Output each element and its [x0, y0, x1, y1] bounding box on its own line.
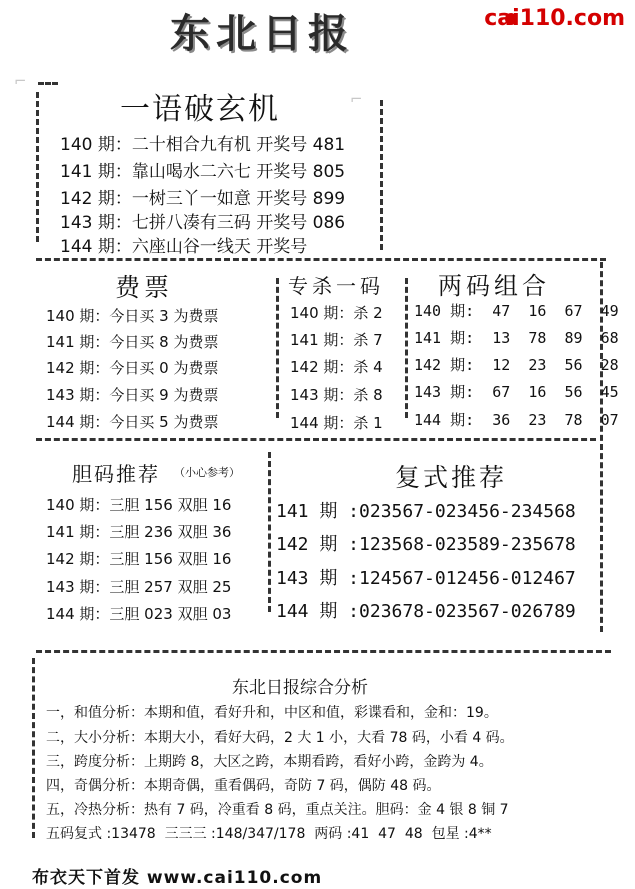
frame-line: [380, 100, 383, 250]
feipiao-row: 143 期：今日买 9 为费票: [46, 386, 219, 404]
frame-line: [36, 438, 596, 441]
feipiao-row: 142 期：今日买 0 为费票: [46, 359, 219, 377]
yiyu-row: 142 期：一树三丫一如意 开奖号 899: [60, 189, 346, 209]
zhuansha-row: 143 期：杀 8: [290, 386, 383, 404]
liangma-row: 141 期: 13 78 89 68: [414, 329, 619, 347]
feipiao-row: 140 期：今日买 3 为费票: [46, 307, 219, 325]
frame-line: [32, 658, 35, 838]
analysis-row: 五码复式 :13478 三三三 :148/347/178 两码 :41 47 48 包星 :4**: [46, 826, 492, 842]
fushi-row: 144 期 :023678-023567-026789: [276, 601, 576, 622]
yiyu-row: 140 期：二十相合九有机 开奖号 481: [60, 135, 346, 155]
liangma-row: 142 期: 12 23 56 28: [414, 356, 619, 374]
site-name: cai110.com: [484, 6, 625, 31]
fushi-title: 复式推荐: [395, 463, 508, 492]
liangma-title: 两码组合: [438, 272, 550, 300]
analysis-row: 一，和值分析：本期和值，看好升和，中区和值，彩谍看和，金和：19。: [46, 705, 498, 721]
zhuansha-row: 140 期：杀 2: [290, 304, 383, 322]
frame-line: [268, 452, 271, 612]
frame-line: [405, 278, 408, 418]
danma-row: 143 期：三胆 257 双胆 25: [46, 578, 232, 596]
liangma-row: 140 期: 47 16 67 49: [414, 302, 619, 320]
danma-row: 142 期：三胆 156 双胆 16: [46, 550, 232, 568]
frame-line: [36, 650, 611, 653]
liangma-row: 144 期: 36 23 78 07: [414, 411, 619, 429]
yiyu-title: 一语破玄机: [120, 92, 280, 127]
watermark-mark: ⌐: [14, 72, 27, 90]
footer-text: 布衣天下首发 www.cai110.com: [32, 868, 323, 888]
yiyu-row: 141 期：靠山喝水二六七 开奖号 805: [60, 162, 346, 182]
fushi-row: 143 期 :124567-012456-012467: [276, 568, 576, 589]
danma-title: 胆码推荐: [72, 462, 160, 486]
analysis-row: 二，大小分析：本期大小，看好大码，2 大 1 小，大看 78 码，小看 4 码。: [46, 730, 514, 746]
fushi-row: 141 期 :023567-023456-234568: [276, 501, 576, 522]
frame-line: [38, 82, 58, 85]
analysis-row: 四，奇偶分析：本期奇偶，重看偶码，奇防 7 码，偶防 48 码。: [46, 778, 441, 794]
fushi-row: 142 期 :123568-023589-235678: [276, 534, 576, 555]
feipiao-row: 144 期：今日买 5 为费票: [46, 413, 219, 431]
analysis-row: 三，跨度分析：上期跨 8，大区之跨，本期看跨，看好小跨，金跨为 4。: [46, 754, 493, 770]
danma-row: 144 期：三胆 023 双胆 03: [46, 605, 232, 623]
analysis-row: 五，冷热分析：热有 7 码，冷重看 8 码，重点关注。胆码：金 4 银 8 铜 7: [46, 802, 509, 818]
analysis-title: 东北日报综合分析: [232, 678, 368, 698]
danma-row: 141 期：三胆 236 双胆 36: [46, 523, 232, 541]
watermark-mark: ⌐: [350, 90, 363, 108]
feipiao-row: 141 期：今日买 8 为费票: [46, 333, 219, 351]
masthead-title: 东北日报: [170, 10, 354, 57]
yiyu-row: 144 期：六座山谷一线天 开奖号: [60, 237, 308, 257]
zhuansha-row: 141 期：杀 7: [290, 331, 383, 349]
zhuansha-row: 142 期：杀 4: [290, 358, 383, 376]
frame-line: [36, 92, 39, 242]
yiyu-row: 143 期：七拼八凑有三码 开奖号 086: [60, 213, 346, 233]
danma-note: （小心参考）: [174, 466, 240, 479]
liangma-row: 143 期: 67 16 56 45: [414, 383, 619, 401]
frame-line: [276, 278, 279, 418]
feipiao-title: 费票: [115, 273, 174, 302]
danma-row: 140 期：三胆 156 双胆 16: [46, 496, 232, 514]
zhuansha-row: 144 期：杀 1: [290, 414, 383, 432]
frame-line: [36, 258, 606, 261]
zhuansha-title: 专杀一码: [288, 274, 384, 298]
